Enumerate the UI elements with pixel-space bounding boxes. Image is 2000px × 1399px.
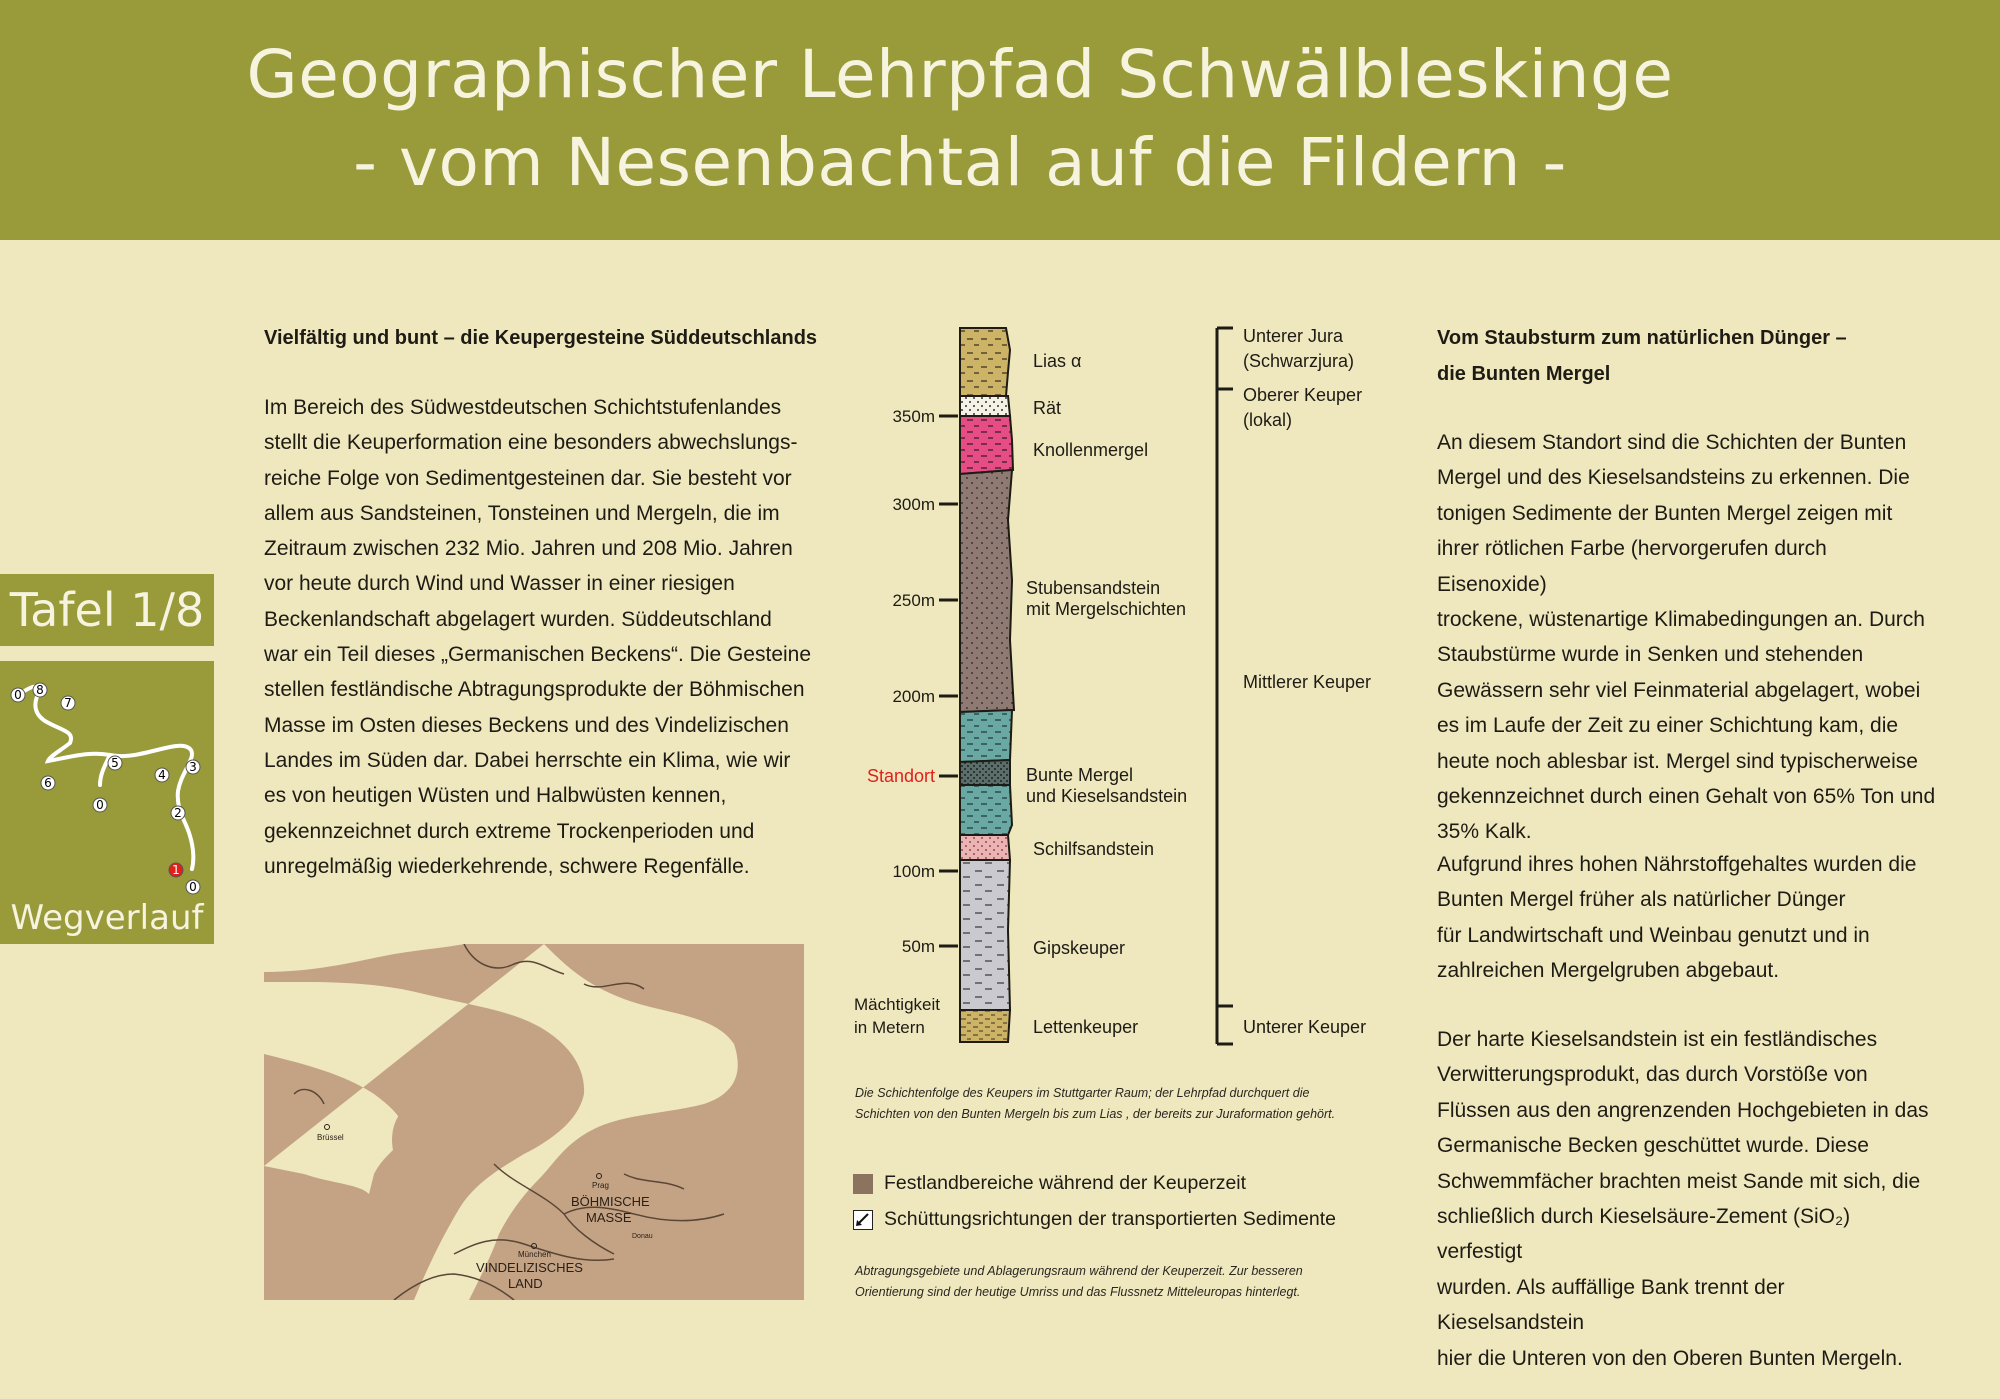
route-stop: 4 <box>158 768 166 782</box>
map-label-vindel-1: VINDELIZISCHES <box>476 1260 583 1275</box>
route-stop: 5 <box>111 756 119 770</box>
unit-label: Mittlerer Keuper <box>1243 672 1372 692</box>
layer-label: Gipskeuper <box>1033 938 1126 958</box>
layer-label: und Kieselsandstein <box>1026 786 1188 806</box>
layer-label: mit Mergelschichten <box>1026 599 1187 619</box>
scale-tick-label: 350m <box>892 407 935 426</box>
axis-label: in Metern <box>854 1018 925 1037</box>
page-subtitle: - vom Nesenbachtal auf die Fildern - <box>353 124 1567 201</box>
wegverlauf-label: Wegverlauf <box>10 898 204 938</box>
route-stop: 8 <box>36 683 44 697</box>
map-label-prag: Prag <box>592 1181 609 1190</box>
standort-marker: Standort <box>866 766 935 786</box>
layer-label: Lettenkeuper <box>1033 1017 1139 1037</box>
layer-label: Bunte Mergel <box>1026 765 1134 785</box>
map-label-muenchen: München <box>518 1250 551 1259</box>
right-paragraph-2: Aufgrund ihres hohen Nährstoffgehaltes wurden die Bunten Mergel früher als natürlicher Dünger für Landwirtschaft und Weinbau genutzt und in zahlreichen Mergelgruben abgebaut. <box>1437 853 1917 983</box>
page-title: Geographischer Lehrpfad Schwälbleskinge <box>246 36 1674 113</box>
left-heading: Vielfältig und bunt – die Keupergesteine Süddeutschlands <box>264 327 818 349</box>
land-swatch <box>853 1174 873 1194</box>
route-stop: 3 <box>189 760 197 774</box>
strat-column <box>840 320 1430 1060</box>
map-caption: Abtragungsgebiete und Ablagerungsraum während der Keuperzeit. Zur besseren Orientierung sind der heutige Umriss und das Flussnetz Mitteleuropas hinterlegt. <box>855 1264 1303 1299</box>
axis-label: Mächtigkeit <box>854 995 940 1014</box>
map-label-bruessel: Brüssel <box>317 1133 344 1142</box>
scale-tick-label: 250m <box>892 591 935 610</box>
map-label-donau: Donau <box>632 1233 653 1240</box>
scale-tick-label: 50m <box>901 937 935 956</box>
layer-label: Schilfsandstein <box>1033 839 1155 859</box>
arrow-swatch-icon <box>853 1210 873 1230</box>
route-stop: 0 <box>96 798 104 812</box>
layer-label: Knollenmergel <box>1033 440 1149 460</box>
unit-label: (Schwarzjura) <box>1243 351 1355 371</box>
route-stop: 2 <box>174 806 182 820</box>
left-body-text: Im Bereich des Südwestdeutschen Schichtstufenlandes stellt die Keuperformation eine besonders abwechslungs- reiche Folge von Sedimentgesteinen dar. Sie besteht vor allem aus Sandsteinen, Tonsteinen und Mergeln, die im Zeitraum zwischen 232 Mio. Jahren und 208 Mio. Jahren vor heute durch Wind und Wasser in einer riesigen Beckenlandschaft abgelagert wurden. Süddeutschland war ein Teil dieses „Germanischen Beckens“. Die Gesteine stellen festländische Abtragungsprodukte der Böhmischen Masse im Osten dieses Beckens und des Vindelizischen Landes im Süden dar. Dabei herrschte ein Klima, wie wir es von heutigen Wüsten und Halbwüsten kennen, gekennzeichnet durch extreme Trockenperioden und unregelmäßig wiederkehrende, schwere Regenfälle. <box>264 396 812 878</box>
strat-caption: Die Schichtenfolge des Keupers im Stuttgarter Raum; der Lehrpfad durchquert die Schichten von den Bunten Mergeln bis zum Lias , der bereits zur Juraformation gehört. <box>855 1086 1336 1121</box>
unit-label: Unterer Keuper <box>1243 1017 1367 1037</box>
route-map-box <box>0 661 214 944</box>
scale-tick-label: 300m <box>892 495 935 514</box>
layer-label: Stubensandstein <box>1026 578 1161 598</box>
unit-label: Unterer Jura <box>1243 326 1344 346</box>
right-paragraph-3: Der harte Kieselsandstein ist ein festländisches Verwitterungsprodukt, das durch Vorstöße von Flüssen aus den angrenzenden Hochgebieten in das Germanische Becken geschüttet wurde. Diese Schwemmfächer brachten meist Sande mit sich, die schließlich durch Kieselsäure-Zement (SiO₂) verfestigt wurden. Als auffällige Bank trennt der Kieselsandstein hier die Unteren von den Oberen Bunten Mergeln. <box>1437 1028 1929 1370</box>
legend-land <box>853 1172 1246 1195</box>
unit-label: Oberer Keuper <box>1243 385 1363 405</box>
keuper-paleomap <box>264 944 804 1300</box>
layer-label: Rät <box>1033 398 1062 418</box>
right-heading: Vom Staubsturm zum natürlichen Dünger – die Bunten Mergel <box>1437 327 1847 385</box>
map-label-vindel-2: LAND <box>508 1276 543 1291</box>
route-stop: 0 <box>14 688 22 702</box>
route-stop: 7 <box>64 696 72 710</box>
tafel-badge: Tafel 1/8 <box>0 574 214 646</box>
route-stop: 0 <box>189 880 197 894</box>
layer-label: Lias α <box>1033 351 1082 371</box>
route-stop-current: 1 <box>172 863 180 877</box>
legend-arrows-label: Schüttungsrichtungen der transportierten Sedimente <box>884 1208 1337 1230</box>
legend-land-label: Festlandbereiche während der Keuperzeit <box>884 1172 1247 1194</box>
legend-arrows <box>853 1208 1336 1231</box>
scale-tick-label: 100m <box>892 862 935 881</box>
unit-label: (lokal) <box>1243 410 1293 430</box>
map-label-boehmische-2: MASSE <box>586 1210 632 1225</box>
header-banner <box>0 0 2000 240</box>
scale-tick-label: 200m <box>892 687 935 706</box>
map-label-boehmische-1: BÖHMISCHE <box>571 1194 650 1209</box>
route-stop: 6 <box>44 776 52 790</box>
right-paragraph-1: An diesem Standort sind die Schichten der Bunten Mergel und des Kieselsandsteins zu erkennen. Die tonigen Sedimente der Bunten Mergel zeigen mit ihrer rötlichen Farbe (hervorgerufen durch Eisenoxide) trockene, wüstenartige Klimabedingungen an. Durch Staubstürme wurde in Senken und stehenden Gewässern sehr viel Feinmaterial abgelagert, wobei es im Laufe der Zeit zu einer Schichtung kam, die heute noch ablesbar ist. Mergel sind typischerweise gekennzeichnet durch einen Gehalt von 65% Ton und 35% Kalk. <box>1437 431 1936 844</box>
